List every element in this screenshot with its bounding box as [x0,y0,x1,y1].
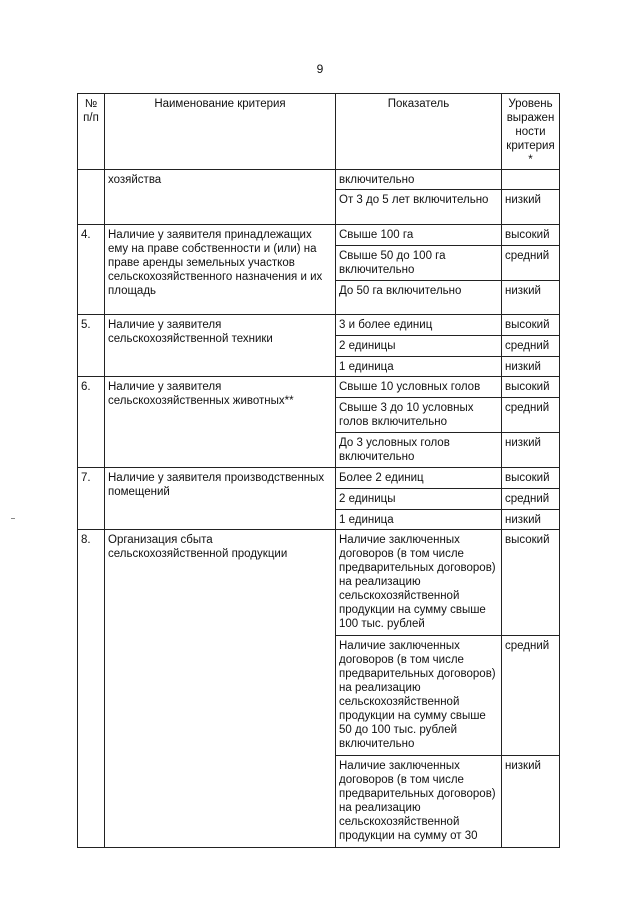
level-cell: высокий [502,315,560,336]
level-cell: высокий [502,468,560,489]
table-row [78,170,560,190]
table-row [78,315,560,336]
level-cell: низкий [502,510,560,530]
table-row [78,225,560,246]
criterion-name: Организация сбыта сельскохозяйственной продукции [105,530,336,848]
table-header-row [78,94,560,170]
indicator-cell: Более 2 единиц [336,468,502,489]
indicator-cell: Свыше 50 до 100 га включительно [336,246,502,281]
level-cell: высокий [502,225,560,246]
indicator-cell: До 50 га включительно [336,281,502,315]
indicator-cell: 2 единицы [336,336,502,357]
row-num: 5. [78,315,105,377]
level-cell: средний [502,246,560,281]
level-cell: средний [502,489,560,510]
level-cell: низкий [502,433,560,468]
margin-mark [11,518,15,519]
criterion-name: Наличие у заявителя принадлежащих ему на праве собственности и (или) на праве аренды земельных участков сельскохозяйственного назначения и их площадь [105,225,336,315]
level-cell: средний [502,398,560,433]
level-cell [502,170,560,190]
table-row [78,377,560,398]
header-name: Наименование критерия [105,94,336,170]
table-row [78,468,560,489]
header-indicator: Показатель [336,94,502,170]
indicator-cell: До 3 условных голов включительно [336,433,502,468]
indicator-cell: Свыше 10 условных голов [336,377,502,398]
criterion-name: Наличие у заявителя сельскохозяйственной техники [105,315,336,377]
level-cell: низкий [502,190,560,225]
header-level: Уровень выраженности критерия* [502,94,560,170]
criterion-name: Наличие у заявителя производственных помещений [105,468,336,530]
table-row [78,530,560,636]
page-number: 9 [316,62,324,76]
level-cell: низкий [502,357,560,377]
criteria-table [77,93,560,848]
row-num: 4. [78,225,105,315]
row-num [78,170,105,225]
indicator-cell: Наличие заключенных договоров (в том числе предварительных договоров) на реализацию сельскохозяйственной продукции на сумму от 30 [336,756,502,848]
row-num: 7. [78,468,105,530]
level-cell: высокий [502,530,560,636]
row-num: 6. [78,377,105,468]
level-cell: низкий [502,756,560,848]
indicator-cell: Наличие заключенных договоров (в том числе предварительных договоров) на реализацию сельскохозяйственной продукции на сумму свыше 50 до 100 тыс. рублей включительно [336,636,502,756]
level-cell: низкий [502,281,560,315]
level-cell: средний [502,636,560,756]
indicator-cell: включительно [336,170,502,190]
indicator-cell: 2 единицы [336,489,502,510]
indicator-cell: 1 единица [336,510,502,530]
indicator-cell: 3 и более единиц [336,315,502,336]
indicator-cell: Свыше 100 га [336,225,502,246]
level-cell: средний [502,336,560,357]
row-num: 8. [78,530,105,848]
indicator-cell: От 3 до 5 лет включительно [336,190,502,225]
indicator-cell: 1 единица [336,357,502,377]
level-cell: высокий [502,377,560,398]
criterion-name: хозяйства [105,170,336,225]
criterion-name: Наличие у заявителя сельскохозяйственных животных** [105,377,336,468]
indicator-cell: Свыше 3 до 10 условных голов включительно [336,398,502,433]
header-num: № п/п [78,94,105,170]
indicator-cell: Наличие заключенных договоров (в том числе предварительных договоров) на реализацию сельскохозяйственной продукции на сумму свыше 100 тыс. рублей [336,530,502,636]
